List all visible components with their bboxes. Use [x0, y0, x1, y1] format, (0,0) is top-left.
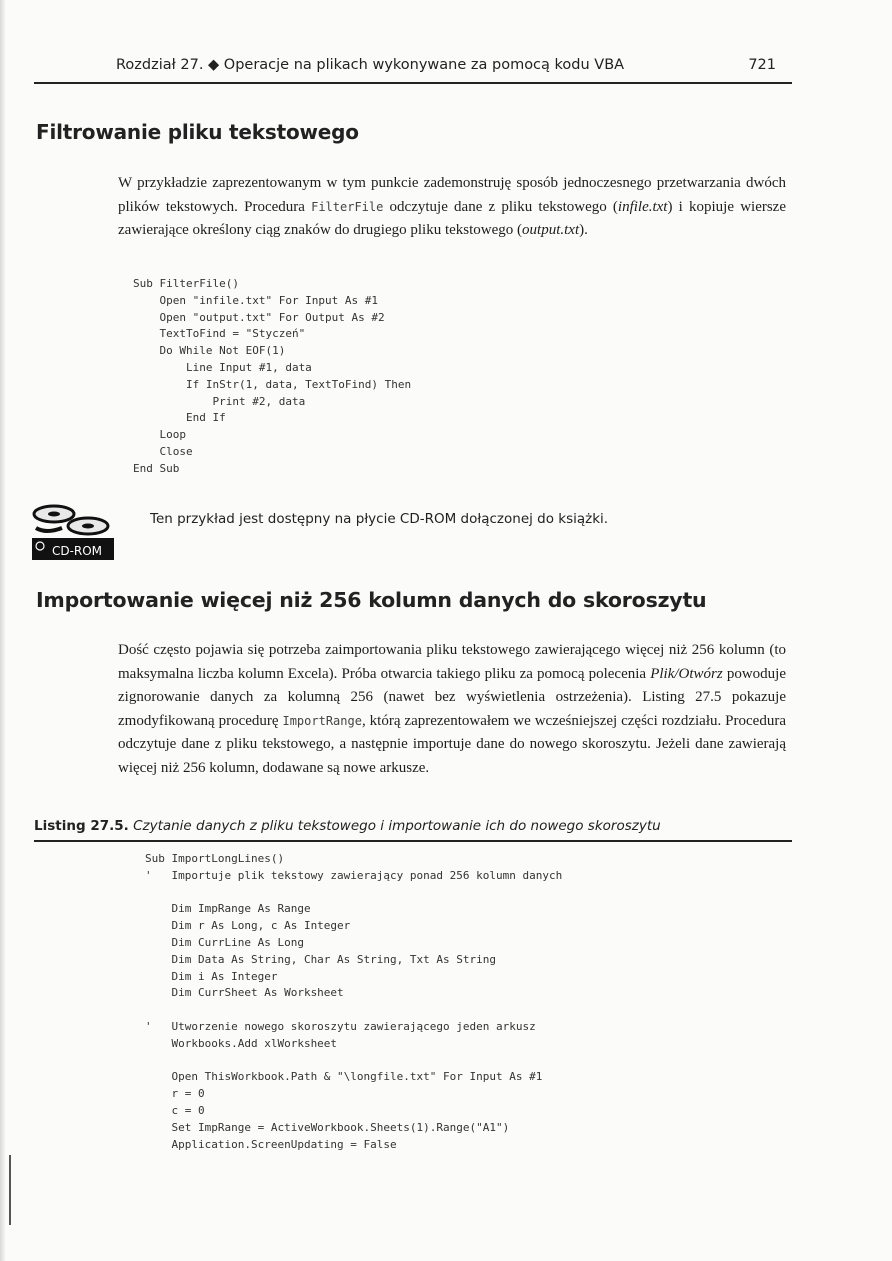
listing-caption [34, 818, 792, 834]
section2-paragraph [118, 639, 786, 780]
para-text: powoduje zignorowanie danych za kolumną 256 (nawet bez wyświetlenia ostrzeżenia). Listing 27.5 pokazuje zmodyfikowaną procedurę [118, 665, 786, 729]
para-text: , którą zaprezentowałem we wcześniejszej części rozdziału. Procedura odczytuje dane z pliku tekstowego, a następnie importuje dane do nowego skoroszytu. Jeżeli dane zawierają więcej niż 256 kolumn, dodawane są nowe arkusze. [118, 712, 786, 776]
filename: infile.txt [617, 198, 668, 215]
binding-mark [9, 1155, 11, 1225]
running-header [116, 57, 786, 73]
para-text: ) i kopiuje wiersze zawierające określony ciąg znaków do drugiego pliku tekstowego ( [118, 198, 787, 238]
cdrom-note: Ten przykład jest dostępny na płycie CD-ROM dołączonej do książki. [150, 511, 609, 527]
code-importlonglines: Sub ImportLongLines() ' Importuje plik tekstowy zawierający ponad 256 kolumn danych Dim ImpRange As Range Dim r As Long, c As Integer Dim CurrLine As Long Dim Data As String, Char As String, Txt As String Dim i As Integer Dim CurrSheet As Worksheet ' Utworzenie nowego skoroszytu zawierającego jeden arkusz Workbooks.Add xlWorksheet Open ThisWorkbook.Path & "\longfile.txt" For Input As #1 r = 0 c = 0 Set ImpRange = ActiveWorkbook.Sheets(1).Range("A1") Application.ScreenUpdating = False [145, 852, 563, 1151]
listing-title: Czytanie danych z pliku tekstowego i importowanie ich do nowego skoroszytu [133, 818, 661, 834]
listing-label: Listing 27.5. [34, 818, 129, 834]
page-edge-shadow [0, 0, 6, 1261]
page-number: 721 [748, 57, 776, 73]
section1-paragraph [118, 172, 786, 243]
code-filterfile: Sub FilterFile() Open "infile.txt" For Input As #1 Open "output.txt" For Output As #2 TextToFind = "Styczeń" Do While Not EOF(1) Line Input #1, data If InStr(1, data, TextToFind) Then Print #2, data End If Loop Close End Sub [133, 277, 412, 475]
section-heading-filter: Filtrowanie pliku tekstowego [36, 120, 359, 144]
para-text: W przykładzie zaprezentowanym w tym punkcie zademonstruję sposób jednoczesnego przetwarzania dwóch plików tekstowych. Procedura [118, 175, 786, 215]
menu-command: Plik/Otwórz [650, 665, 723, 682]
filename: output.txt [522, 222, 580, 238]
inline-code: ImportRange [282, 713, 362, 728]
listing-rule [34, 840, 792, 842]
para-text: ). [579, 222, 588, 238]
para-text: odczytuje dane z pliku tekstowego ( [383, 198, 618, 215]
chapter-title: Rozdział 27. ◆ Operacje na plikach wykonywane za pomocą kodu VBA [116, 57, 625, 73]
inline-code: FilterFile [311, 199, 384, 214]
header-rule [34, 82, 792, 84]
cdrom-icon [32, 504, 114, 560]
cdrom-icon-label: CD-ROM [51, 544, 103, 558]
section-heading-import: Importowanie więcej niż 256 kolumn danych do skoroszytu [36, 588, 707, 612]
para-text: Dość często pojawia się potrzeba zaimportowania pliku tekstowego zawierającego więcej niż 256 kolumn (to maksymalna liczba kolumn Excela). Próba otwarcia takiego pliku za pomocą polecenia [118, 642, 786, 682]
